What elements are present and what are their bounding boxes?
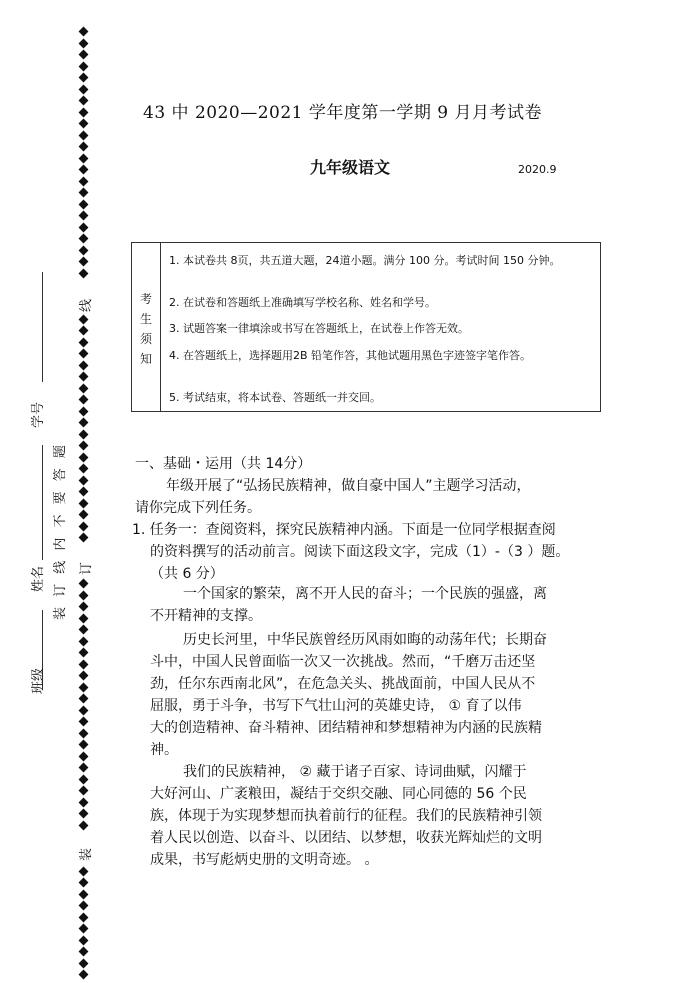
notice-label-char: 考 [139, 292, 152, 306]
intro-line: 请你完成下列任务。 [135, 500, 261, 516]
border-diamond [79, 441, 89, 451]
border-diamond [79, 740, 89, 750]
question-line: 的资料撰写的活动前言。阅读下面这段文字，完成（1）-（3 ）题。 [150, 544, 570, 560]
border-diamond [79, 659, 89, 669]
border-diamond [79, 464, 89, 474]
border-diamond [79, 234, 89, 244]
border-diamond [79, 176, 89, 186]
border-diamond [79, 383, 89, 393]
border-diamond [79, 866, 89, 876]
exam-title: 43 中 2020—2021 学年度第一学期 9 月月考试卷 [143, 103, 542, 123]
border-diamond [79, 705, 89, 715]
border-diamond [79, 797, 89, 807]
border-diamond [79, 406, 89, 416]
exam-subtitle: 九年级语文 [310, 158, 391, 177]
paragraph-line: 族，体现于为实现梦想而执着前行的征程。我们的民族精神引领 [150, 808, 542, 824]
border-diamond [79, 510, 89, 520]
border-diamond [79, 50, 89, 60]
border-diamond [79, 349, 89, 359]
border-diamond [79, 717, 89, 727]
border-diamond [79, 809, 89, 819]
border-diamond [79, 268, 89, 278]
binding-diamond-border [78, 28, 90, 978]
border-diamond [79, 245, 89, 255]
paragraph-line: 历史长河里，中华民族曾经历风雨如晦的动荡年代；长期奋 [183, 632, 547, 648]
notice-item: 5. 考试结束，将本试卷、答题纸一并交回。 [169, 391, 381, 404]
border-diamond [79, 475, 89, 485]
border-diamond [79, 763, 89, 773]
border-diamond [79, 199, 89, 209]
notice-item: 4. 在答题纸上，选择题用2B 铅笔作答，其他试题用黑色字迹签字笔作答。 [169, 349, 532, 362]
paragraph-line: 成果，书写彪炳史册的文明奇迹。 。 [150, 852, 379, 868]
border-diamond [79, 924, 89, 934]
border-diamond [79, 96, 89, 106]
exam-notice-box [131, 242, 601, 412]
border-diamond [79, 487, 89, 497]
class-label: 班级 [31, 667, 46, 694]
no-answer-notice: 装 订 线 内 不 要 答 题 [53, 442, 68, 620]
border-diamond [79, 452, 89, 462]
border-diamond [79, 786, 89, 796]
border-diamond [79, 119, 89, 129]
border-diamond [79, 38, 89, 48]
notice-label [132, 243, 161, 411]
name-blank-line [42, 445, 43, 560]
border-diamond [79, 27, 89, 37]
border-diamond [79, 751, 89, 761]
border-diamond [79, 314, 89, 324]
border-diamond [79, 625, 89, 635]
border-diamond [79, 521, 89, 531]
notice-label-char: 知 [139, 352, 152, 366]
student-id-blank-line [42, 272, 43, 382]
border-diamond [79, 958, 89, 968]
border-diamond [79, 590, 89, 600]
border-diamond [79, 602, 89, 612]
paragraph-line: 屈服，勇于斗争，书写下气壮山河的英雄史诗， ① 育了以伟 [150, 698, 522, 714]
exam-date: 2020.9 [518, 163, 557, 176]
border-diamond [79, 73, 89, 83]
border-diamond [79, 257, 89, 267]
border-diamond [79, 820, 89, 830]
border-diamond [79, 61, 89, 71]
paragraph-line: 神。 [150, 742, 178, 758]
paragraph-line: 着人民以创造、以奋斗、以团结、以梦想，收获光辉灿烂的文明 [150, 830, 542, 846]
intro-line: 年级开展了“弘扬民族精神，做自豪中国人”主题学习活动， [166, 478, 531, 494]
notice-label-char: 须 [139, 332, 152, 346]
border-diamond [79, 165, 89, 175]
border-diamond [79, 935, 89, 945]
border-diamond [79, 222, 89, 232]
notice-label-char: 生 [139, 312, 152, 326]
border-diamond [79, 153, 89, 163]
border-diamond [79, 418, 89, 428]
border-diamond [79, 682, 89, 692]
border-diamond [79, 337, 89, 347]
border-diamond [79, 671, 89, 681]
question-line: 1. 任务一：查阅资料，探究民族精神内涵。下面是一位同学根据查阅 [132, 522, 556, 538]
border-diamond [79, 912, 89, 922]
border-diamond [79, 326, 89, 336]
border-diamond [79, 579, 89, 589]
border-diamond [79, 395, 89, 405]
student-id-label: 学号 [31, 401, 46, 428]
border-diamond [79, 107, 89, 117]
border-diamond [79, 636, 89, 646]
paragraph-line: 我们的民族精神， ② 藏于诸子百家、诗词曲赋，闪耀于 [183, 764, 527, 780]
border-diamond [79, 188, 89, 198]
question-line: （共 6 分） [150, 566, 224, 582]
notice-item: 1. 本试卷共 8页，共五道大题，24道小题。满分 100 分。考试时间 150 分钟。 [169, 254, 561, 267]
border-diamond [79, 142, 89, 152]
border-diamond [79, 648, 89, 658]
paragraph-line: 大好河山、广袤粮田，凝结于交织交融、同心同德的 56 个民 [150, 786, 527, 802]
paragraph-line: 劲，任尔东西南北风”，在危急关头、挑战面前，中国人民从不 [150, 676, 536, 692]
border-diamond [79, 970, 89, 980]
border-diamond [79, 878, 89, 888]
border-diamond [79, 372, 89, 382]
name-label: 姓名 [31, 565, 46, 592]
seal-mark-bind: 订 [79, 561, 94, 575]
border-diamond [79, 360, 89, 370]
border-diamond [79, 901, 89, 911]
notice-item: 2. 在试卷和答题纸上准确填写学校名称、姓名和学号。 [169, 296, 436, 309]
border-diamond [79, 774, 89, 784]
border-diamond [79, 84, 89, 94]
border-diamond [79, 429, 89, 439]
seal-mark-install: 装 [79, 847, 94, 861]
border-diamond [79, 130, 89, 140]
border-diamond [79, 694, 89, 704]
border-diamond [79, 498, 89, 508]
border-diamond [79, 613, 89, 623]
notice-item: 3. 试题答案一律填涂或书写在答题纸上，在试卷上作答无效。 [169, 322, 469, 335]
section-heading: 一、基础・运用（共 14分） [135, 456, 312, 472]
paragraph-line: 不开精神的支撑。 [150, 608, 262, 624]
border-diamond [79, 728, 89, 738]
border-diamond [79, 947, 89, 957]
paragraph-line: 斗中，中国人民曾面临一次又一次挑战。然而，“千磨万击还坚 [150, 654, 536, 670]
seal-mark-line: 线 [79, 298, 94, 312]
border-diamond [79, 889, 89, 899]
border-diamond [79, 533, 89, 543]
paragraph-line: 大的创造精神、奋斗精神、团结精神和梦想精神为内涵的民族精 [150, 720, 542, 736]
border-diamond [79, 211, 89, 221]
paragraph-line: 一个国家的繁荣，离不开人民的奋斗；一个民族的强盛，离 [183, 586, 547, 602]
